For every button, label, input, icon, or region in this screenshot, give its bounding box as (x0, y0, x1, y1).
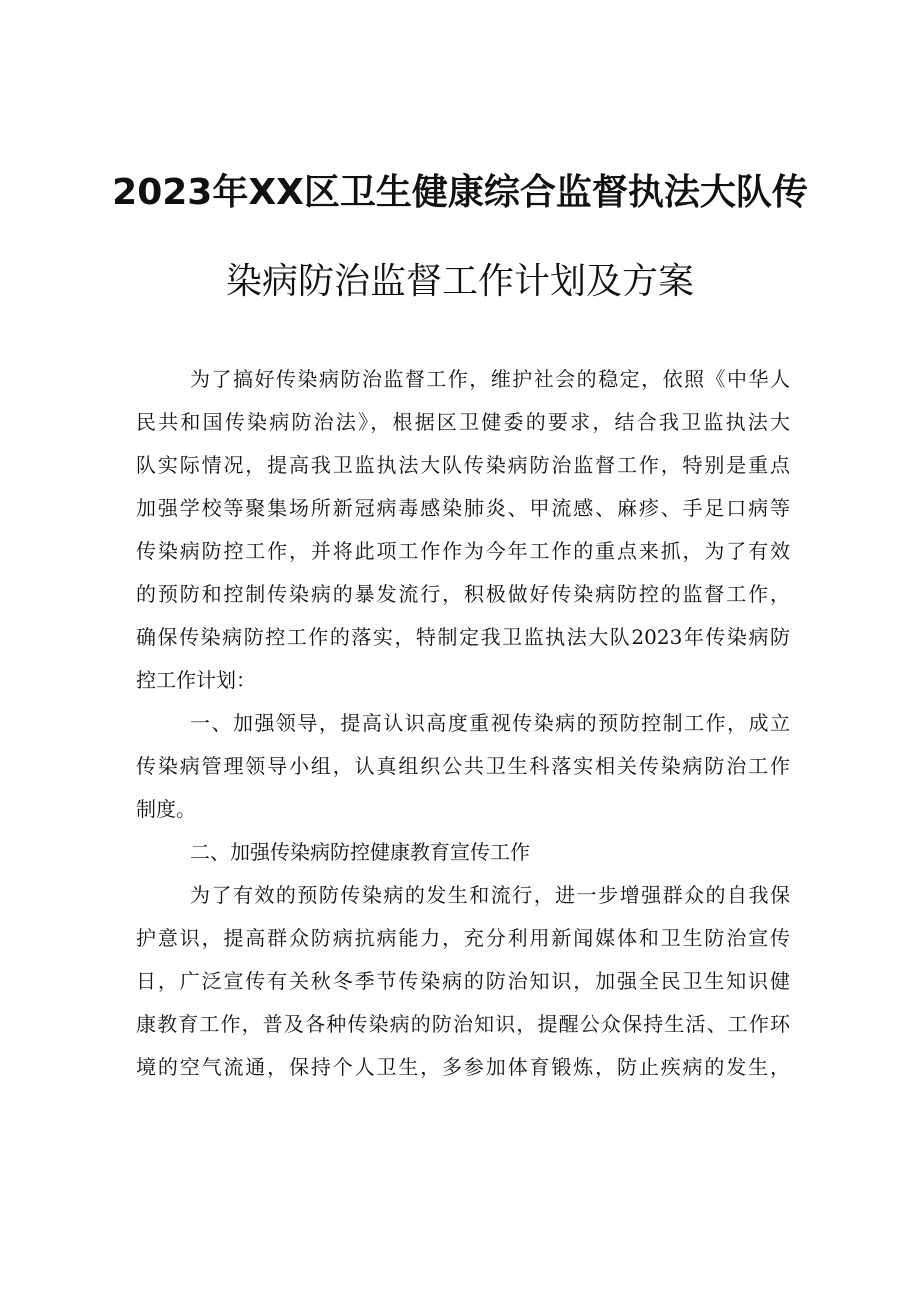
paragraph-line: 康教育工作，普及各种传染病的防治知识，提醒公众保持生活、工作环 (136, 1012, 790, 1036)
paragraph-line: 加强学校等聚集场所新冠病毒感染肺炎、甲流感、麻疹、手足口病等 (136, 496, 790, 520)
paragraph-line: 民共和国传染病防治法》，根据区卫健委的要求，结合我卫监执法大 (136, 410, 790, 434)
paragraph-line: 为了搞好传染病防治监督工作，维护社会的稳定，依照《中华人 (190, 367, 790, 391)
paragraph-line: 日，广泛宣传有关秋冬季节传染病的防治知识，加强全民卫生知识健 (136, 969, 790, 993)
paragraph-line: 队实际情况，提高我卫监执法大队传染病防治监督工作，特别是重点 (136, 453, 790, 477)
paragraph-line: 的预防和控制传染病的暴发流行，积极做好传染病防控的监督工作， (136, 582, 790, 606)
section-1-line: 制度。 (136, 797, 196, 821)
paragraph-line: 为了有效的预防传染病的发生和流行，进一步增强群众的自我保 (190, 883, 790, 907)
section-1-line: 传染病管理领导小组，认真组织公共卫生科落实相关传染病防治工作 (136, 754, 790, 778)
section-2-heading: 二、加强传染病防控健康教育宣传工作 (190, 840, 530, 864)
paragraph-line: 传染病防控工作，并将此项工作作为今年工作的重点来抓，为了有效 (136, 539, 790, 563)
section-1-line: 一、加强领导，提高认识高度重视传染病的预防控制工作，成立 (190, 711, 790, 735)
document-title-line-1: 2023年XX区卫生健康综合监督执法大队传 (112, 172, 808, 213)
paragraph-line: 境的空气流通，保持个人卫生，多参加体育锻炼，防止疾病的发生， (136, 1055, 790, 1079)
document-title-line-2: 染病防治监督工作计划及方案 (225, 261, 694, 302)
paragraph-line: 确保传染病防控工作的落实，特制定我卫监执法大队2023年传染病防 (136, 625, 790, 649)
paragraph-line: 控工作计划： (136, 668, 256, 692)
paragraph-line: 护意识，提高群众防病抗病能力，充分利用新闻媒体和卫生防治宣传 (136, 926, 790, 950)
